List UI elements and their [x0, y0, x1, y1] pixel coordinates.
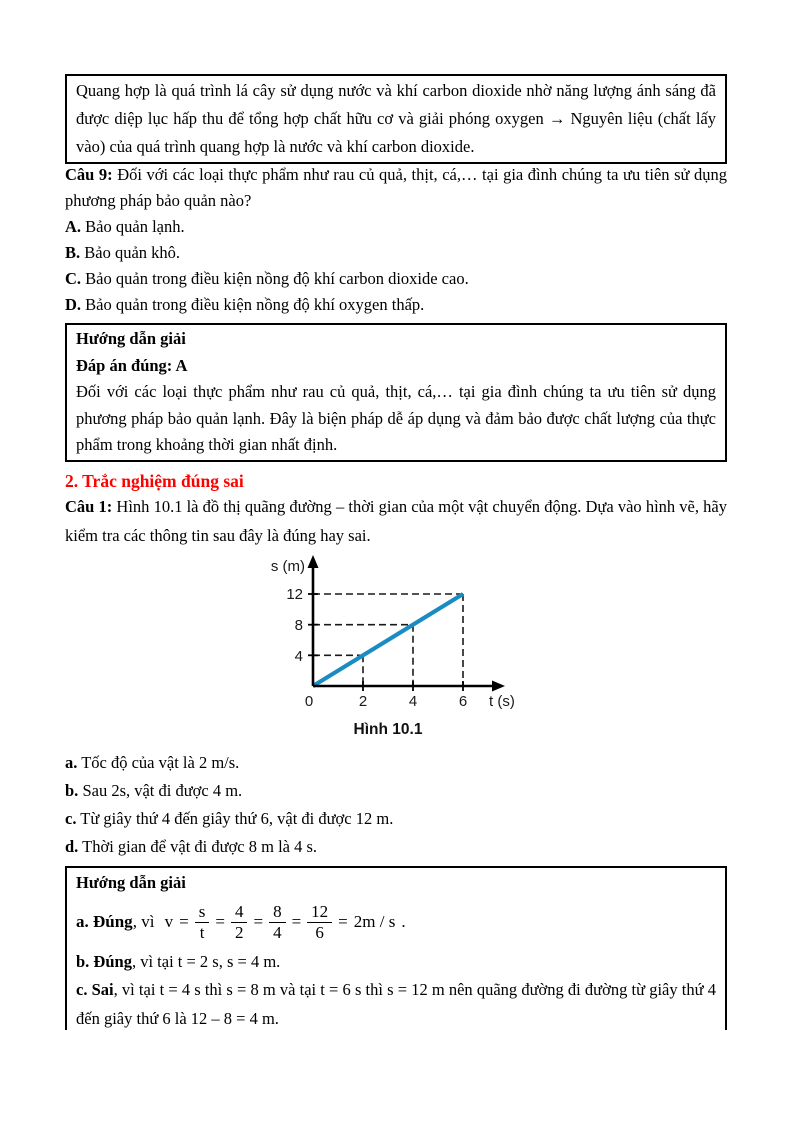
x-axis-label: t (s) — [489, 693, 515, 710]
equals-sign: = — [215, 912, 225, 931]
option-b — [65, 240, 727, 266]
fraction-12-6: $\frac{12}{6}$ — [307, 902, 332, 942]
x-tick-2: 2 — [358, 693, 368, 710]
item-c-text: , vì tại t = 4 s thì s = 8 m và tại t = 6 s thì s = 12 m nên quãng đường đi đường từ giây thứ 4 đến giây thứ 6 là 12 – 8 = 4 m. — [76, 980, 716, 1028]
question-1 — [65, 492, 727, 550]
y-axis-label: s (m) — [270, 558, 305, 575]
option-b-text: Bảo quản khô. — [80, 243, 181, 262]
statement-d — [65, 833, 727, 861]
statement-b — [65, 777, 727, 805]
question-1-text — [65, 492, 727, 550]
statement-a-label: a. — [65, 753, 78, 772]
intro-box — [65, 74, 727, 164]
statement-a — [65, 749, 727, 777]
option-d-label: D. — [65, 295, 82, 314]
x-tick-6: 6 — [458, 693, 468, 710]
figure-caption: Hình 10.1 — [353, 721, 423, 738]
item-a-intro — [76, 912, 159, 932]
option-a — [65, 214, 727, 240]
question-9-text — [65, 162, 727, 214]
statement-d-label: d. — [65, 837, 79, 856]
statement-b-text: Sau 2s, vật đi được 4 m. — [78, 781, 243, 800]
statement-c-label: c. — [65, 809, 77, 828]
intro-text: Quang hợp là quá trình lá cây sử dụng nước và khí carbon dioxide nhờ năng lượng ánh sáng đã được diệp lục hấp thu để tổng hợp chất hữu cơ và giải phóng oxygen → Nguyên liệu (chất lấy vào) của quá trình quang hợp là nước và khí carbon dioxide. — [76, 81, 716, 156]
option-c — [65, 266, 727, 292]
section-heading: 2. Trắc nghiệm đúng sai — [65, 471, 244, 491]
equals-sign: = — [291, 912, 302, 931]
item-b-text: , vì tại t = 2 s, s = 4 m. — [131, 952, 281, 971]
option-c-text: Bảo quản trong điều kiện nồng độ khí carbon dioxide cao. — [81, 269, 469, 288]
item-c-label: c. Sai — [76, 980, 114, 999]
fraction-8-4: $\frac{8}{4}$ — [269, 902, 286, 942]
x-tick-4: 4 — [408, 693, 418, 710]
statement-a-text: Tốc độ của vật là 2 m/s. — [77, 753, 240, 772]
x-axis-arrow — [492, 681, 505, 692]
option-b-label: B. — [65, 243, 81, 262]
option-a-label: A. — [65, 217, 82, 236]
statements — [65, 749, 727, 861]
formula-tail: . — [401, 912, 406, 931]
figure-distance-time-graph — [255, 553, 525, 745]
option-c-label: C. — [65, 269, 82, 288]
statement-d-text: Thời gian để vật đi được 8 m là 4 s. — [78, 837, 318, 856]
formula-lhs: v — [164, 912, 174, 931]
question-9-body: Đối với các loại thực phẩm như rau củ quả, thịt, cá,… tại gia đình chúng ta ưu tiên sử dụng phương pháp bảo quản nào? — [65, 165, 727, 210]
solution-box-q1 — [65, 866, 727, 1030]
y-tick-4: 4 — [294, 648, 303, 665]
statement-b-label: b. — [65, 781, 79, 800]
question-1-label: Câu 1: — [65, 497, 113, 516]
solution-q1-item-c — [76, 976, 716, 1033]
formula-result: 2m / s — [353, 912, 396, 931]
question-9 — [65, 162, 727, 318]
fraction-s-t: $\frac{s}{t}$ — [195, 902, 210, 942]
equals-sign: = — [253, 912, 264, 931]
solution-q1-item-b — [76, 948, 716, 976]
option-d — [65, 292, 727, 318]
statement-c — [65, 805, 727, 833]
distance-time-line — [313, 594, 463, 686]
item-b-label: b. Đúng — [76, 952, 132, 971]
item-a-pre: , vì — [132, 912, 159, 931]
statement-c-text: Từ giây thứ 4 đến giây thứ 6, vật đi được 12 m. — [76, 809, 394, 828]
option-a-text: Bảo quản lạnh. — [81, 217, 185, 236]
question-9-label: Câu 9: — [65, 165, 113, 184]
y-tick-8: 8 — [294, 617, 303, 634]
equals-sign: = — [338, 912, 348, 931]
y-tick-12: 12 — [286, 586, 303, 603]
x-tick-0: 0 — [304, 693, 314, 710]
solution-q9-explanation: Đối với các loại thực phẩm như rau củ quả, thịt, cá,… tại gia đình chúng ta ưu tiên sử dụng phương pháp bảo quản lạnh. Đây là biện pháp dễ áp dụng và đảm bảo được chất lượng của thực phẩm trong khoảng thời gian nhất định. — [76, 382, 716, 454]
solution-q1-title: Hướng dẫn giải — [76, 873, 186, 892]
solution-q1-item-a — [76, 896, 716, 948]
solution-q9-answer: Đáp án đúng: A — [76, 355, 188, 375]
y-axis-arrow — [308, 555, 319, 568]
question-1-body: Hình 10.1 là đồ thị quãng đường – thời gian của một vật chuyển động. Dựa vào hình vẽ, hãy kiểm tra các thông tin sau đây là đúng hay sai. — [65, 497, 727, 545]
solution-q9-title: Hướng dẫn giải — [76, 329, 186, 348]
graph-svg — [255, 553, 525, 745]
equals-sign: = — [179, 912, 189, 931]
item-a-label: a. Đúng — [76, 912, 133, 931]
solution-box-q9 — [65, 323, 727, 462]
fraction-4-2: $\frac{4}{2}$ — [231, 902, 248, 942]
option-d-text: Bảo quản trong điều kiện nồng độ khí oxygen thấp. — [81, 295, 425, 314]
